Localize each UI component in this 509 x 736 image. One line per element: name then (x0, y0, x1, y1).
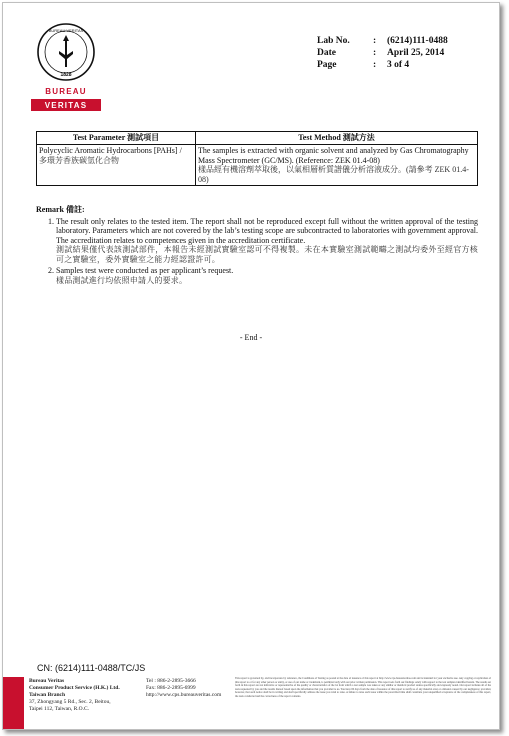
remark-title: Remark 備註: (36, 205, 85, 214)
footer-contact (146, 678, 221, 699)
logo-word-bureau: BUREAU (45, 87, 87, 96)
page-value: 3 of 4 (387, 60, 410, 70)
report-page (2, 2, 500, 730)
footer-tel: Tel : 886-2-2895-3666 (146, 678, 196, 684)
meta-page: Page : 3 of 4 (317, 60, 410, 70)
list-item: 1. The result only relates to the tested item. The report shall not be reproduced except full without the written approval of the testing laboratory. Parameters which are not covered by the lab’s testing scope are subcontracted to laboratories with government approval. The accreditation relates to competences given in the accreditation certificate. 測試結果僅代表該測試部件，本報告未經測試實驗室認可不得複製。未在本實驗室測試範疇之測試均委外至經官方核可之實驗室，委外實驗室之能力經認證許可。 (56, 217, 478, 265)
lab-no-value: (6214)111-0488 (387, 36, 448, 46)
date-value: April 25, 2014 (387, 48, 445, 58)
cell-test-method: The samples is extracted with organic solvent and analyzed by Gas Chromatography Mass Spectrometer (GC/MS). (Reference: ZEK 01.4-08) 樣品經有機溶劑萃取後，以氣相層析質譜儀分析溶液成分。(請參考 ZEK 01.4-08) (196, 145, 478, 186)
footer-address: Bureau Veritas Consumer Product Service (H.K.) Ltd. Taiwan Branch 37, Zhongyang 5 Rd., Sec. 2, Beitou, Taipei 112, Taiwan, R.O.C. (29, 678, 120, 712)
footer-fax: Fax: 886-2-2895-6999 (146, 685, 196, 691)
page-footer (3, 674, 499, 729)
header-test-parameter: Test Parameter 測試項目 (37, 132, 196, 145)
footer-red-bar (3, 677, 24, 729)
logo-word-veritas: VERITAS (44, 101, 88, 110)
bureau-veritas-logo (31, 21, 101, 117)
logo-ring-text: BUREAU VERITAS (48, 28, 84, 33)
header-test-method: Test Method 測試方法 (196, 132, 478, 145)
footer-website-link[interactable]: http://www.cps.bureauveritas.com (146, 692, 222, 698)
remark-section (36, 205, 478, 287)
report-meta (317, 35, 448, 71)
cn-number: CN: (6214)111-0488/TC/JS (37, 663, 146, 673)
footer-fine-print: This report is governed by, and incorporates by reference, the Conditions of Testing as posted at the date of issuance of this report at http://www.cps.bureauveritas.com and is intended for your exclusive use. Any copying or replication of this report to or for any other person or entity, or use of our name or trademark, is permitted only with our prior written permission. This report sets forth our findings solely with respect to the test samples identified herein. The results set forth in this report are not indicative or representative of the quality or characteristics of the lot from which a test sample was taken or any similar or identical product unless specifically and expressly noted. Our report includes all of the tests requested by you and the results thereof based upon the information that you provided to us. You have 60 days from the date of issuance of this report to notify us of any material error or omission caused by our negligence; provided, however, that such notice shall be in writing and shall specifically address the issue you wish to raise. A failure to raise such issue within the prescribed time shall constitute your unqualified acceptance of the completeness of this report, the tests conducted and the correctness of the report contents. (235, 677, 491, 698)
list-item: 2. Samples test were conducted as per applicant’s request. 樣品測試進行均依照申請人的要求。 (56, 266, 478, 285)
table-row (37, 145, 478, 186)
table-header-row (37, 132, 478, 145)
meta-lab-no: Lab No. : (6214)111-0488 (317, 36, 448, 46)
end-marker: - End - (239, 333, 263, 342)
cell-test-parameter: Polycyclic Aromatic Hydrocarbons [PAHs] / 多環芳香族碳氫化合物 (37, 145, 196, 186)
meta-date: Date : April 25, 2014 (317, 48, 445, 58)
test-parameter-table (36, 131, 478, 186)
remark-list (36, 217, 478, 286)
logo-year: 1828 (60, 72, 72, 78)
